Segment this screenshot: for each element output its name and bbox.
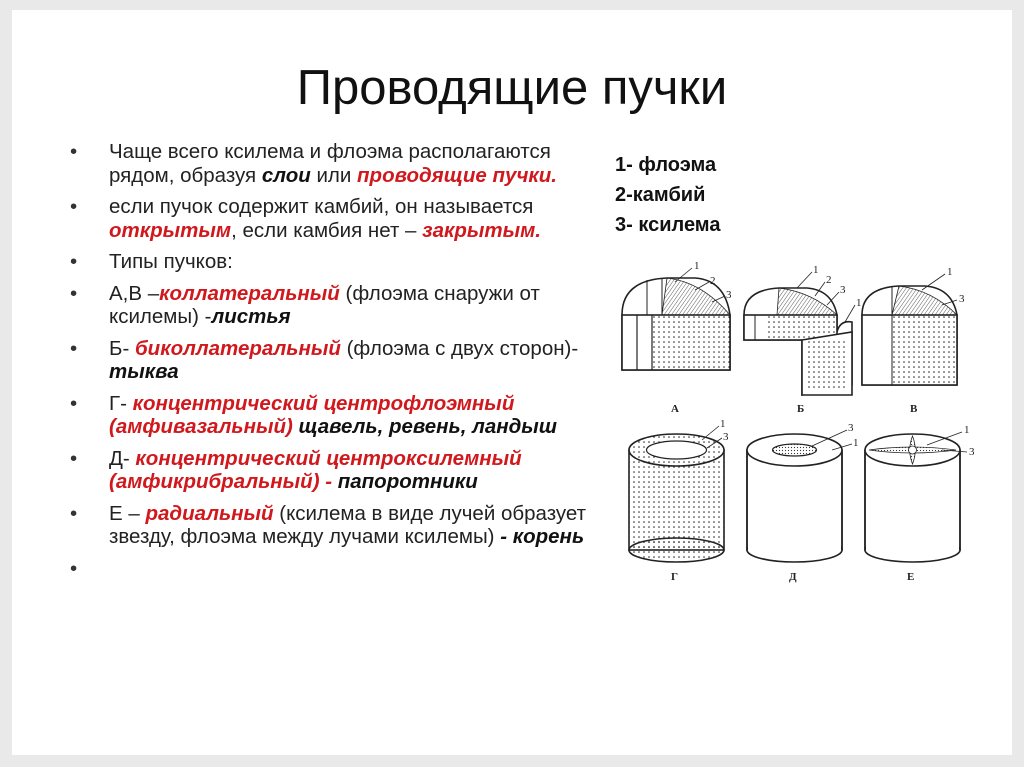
bundle-b-drawing [744, 264, 862, 415]
bundle-d-number-3: 3 [848, 422, 854, 434]
slide [12, 10, 1012, 755]
bundle-g-drawing [629, 418, 729, 583]
bullet-text: (флоэма снаружи от ксилемы) - [109, 281, 540, 328]
bullet-item [70, 392, 600, 439]
bundle-v-label: В [910, 403, 918, 415]
bullet-emphasis: щавель, ревень, ландыш [298, 415, 558, 438]
bullet-text: (ксилема в виде лучей образует звезду, флоэма между лучами ксилемы) [109, 501, 586, 548]
bundle-e-number-1: 1 [964, 424, 970, 436]
bullet-text: , если камбия нет – [231, 218, 423, 242]
bullet-text: Е – [109, 501, 146, 525]
bullet-emphasis: биколлатеральный [134, 336, 341, 360]
bullet-list [70, 140, 600, 588]
bundle-b-number-4: 1 [856, 297, 862, 309]
bundle-g-number-1: 1 [720, 418, 726, 430]
bullet-item [70, 195, 600, 242]
bullet-emphasis: - корень [500, 525, 585, 548]
bullet-emphasis: открытым [109, 218, 232, 242]
bundle-a-number-3: 3 [726, 289, 732, 301]
bundle-e-drawing [865, 424, 975, 583]
page-title: Проводящие пучки [296, 61, 728, 115]
bullet-item [70, 282, 600, 329]
bullet-item [70, 557, 600, 581]
bullet-emphasis: концентрический центрофлоэмный (амфивазальный) [109, 391, 515, 438]
bundle-b-number-1: 1 [813, 264, 819, 276]
bundle-a-number-2: 2 [710, 275, 716, 287]
bullet-text: А,В – [109, 281, 160, 305]
bundle-v-drawing [862, 266, 965, 415]
bundle-g-label: Г [671, 571, 678, 583]
bullet-emphasis: проводящие пучки. [357, 163, 558, 187]
bullet-text: Типы пучков: [109, 250, 233, 273]
bundle-b-label: Б [797, 403, 805, 415]
legend-item-phloem: 1- флоэма [615, 154, 717, 176]
bullet-text: или [310, 163, 358, 187]
legend [615, 150, 720, 240]
bundle-b-number-2: 2 [826, 274, 832, 286]
bullet-item [70, 502, 600, 549]
bullet-item [70, 140, 600, 187]
bundle-e-number-3: 3 [969, 446, 975, 458]
bundle-g-number-3: 3 [723, 431, 729, 443]
bullet-emphasis: листья [211, 305, 291, 328]
bullet-text: если пучок содержит камбий, он называется [109, 195, 534, 218]
bullet-text: Д- [109, 446, 136, 470]
bullet-emphasis: радиальный [145, 501, 274, 525]
bundle-d-number-1: 1 [853, 437, 859, 449]
bullet-item [70, 250, 600, 274]
bullet-text: (флоэма с двух сторон)- [340, 336, 579, 360]
legend-item-cambium: 2-камбий [615, 184, 706, 206]
vascular-bundles-figure [607, 260, 987, 590]
bundle-a-number-1: 1 [694, 260, 700, 272]
legend-item-xylem: 3- ксилема [615, 214, 721, 236]
bullet-item [70, 447, 600, 494]
bullet-emphasis: закрытым. [422, 218, 542, 242]
bundle-v-number-1: 1 [947, 266, 953, 278]
bundle-d-label: Д [789, 571, 797, 583]
bundle-d-drawing [747, 422, 859, 583]
bullet-item [70, 337, 600, 384]
bullet-emphasis: тыква [109, 360, 179, 383]
bullet-emphasis: концентрический центроксилемный (амфикрибральный) - [109, 446, 522, 493]
bundle-a-drawing [622, 260, 732, 415]
bundle-b-number-3: 3 [840, 284, 846, 296]
bullet-emphasis: слои [261, 163, 311, 187]
bullet-emphasis: папоротники [337, 470, 478, 493]
bullet-emphasis: коллатеральный [159, 281, 340, 305]
bullet-text: Б- [109, 336, 135, 360]
bullet-text: Г- [109, 391, 133, 415]
bundle-v-number-3: 3 [959, 293, 965, 305]
bullet-text: Чаще всего ксилема и флоэма располагаются рядом, образуя [109, 140, 551, 187]
bundle-a-label: А [671, 403, 679, 415]
bundle-e-label: Е [907, 571, 915, 583]
